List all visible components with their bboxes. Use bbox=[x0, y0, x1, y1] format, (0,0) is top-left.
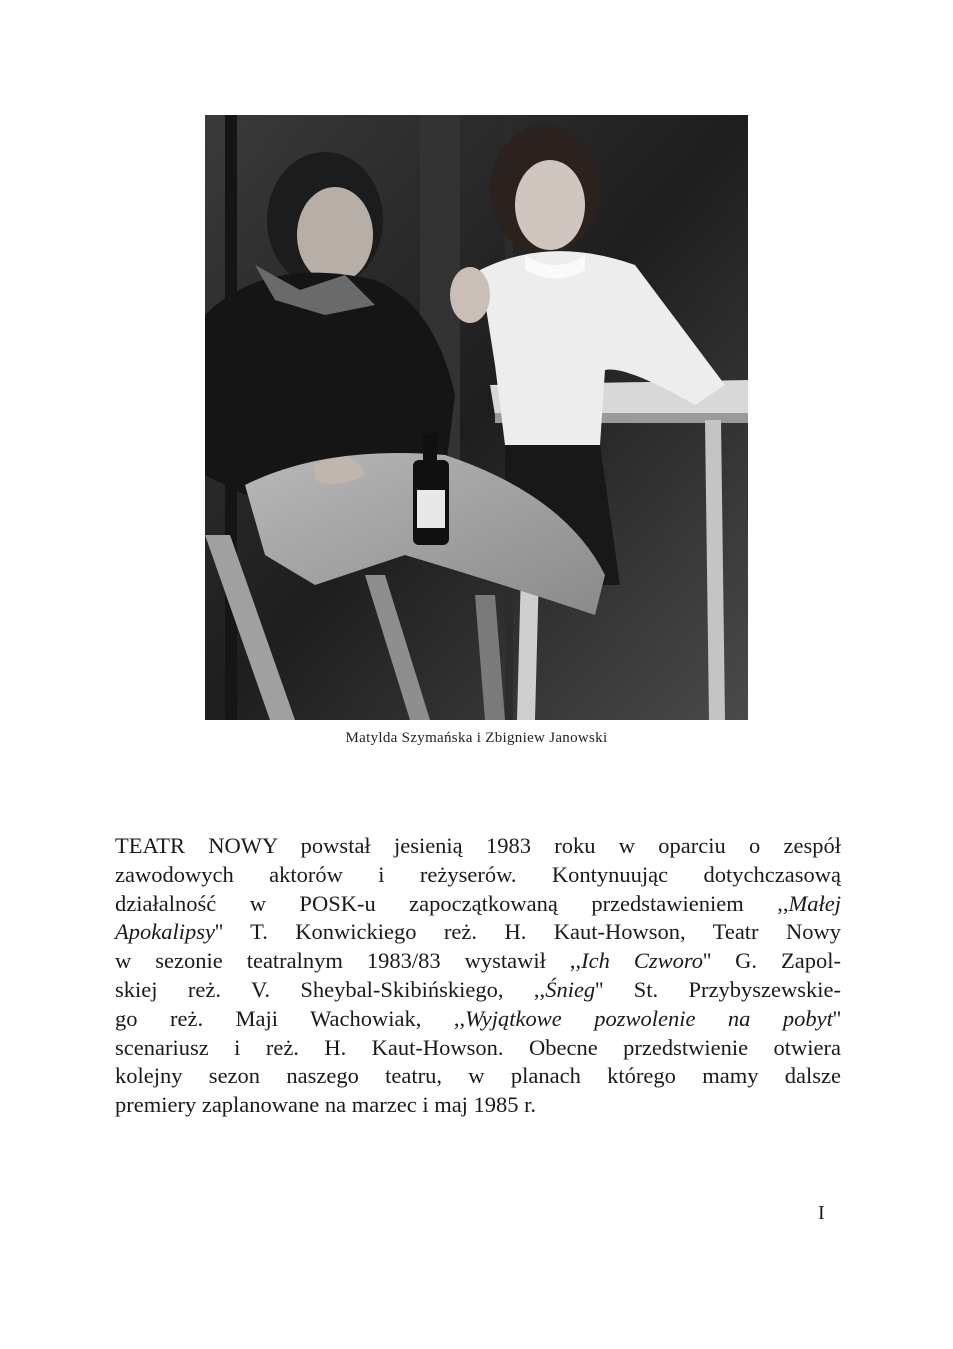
paragraph-line bbox=[115, 1091, 841, 1120]
text-run: '' T. Konwickiego reż. H. Kaut-Howson, Teatr Nowy bbox=[214, 919, 841, 945]
text-run: TEATR NOWY powstał jesienią 1983 roku w oparciu o zespół bbox=[115, 833, 841, 858]
paragraph-line bbox=[115, 976, 841, 1005]
italic-title: Śnieg bbox=[545, 976, 596, 1002]
page-number: I bbox=[818, 1202, 825, 1224]
body-paragraph bbox=[115, 832, 841, 1120]
italic-title: Wyjątkowe pozwolenie na pobyt bbox=[465, 1005, 833, 1031]
text-run: w sezonie teatralnym 1983/83 wystawił ,, bbox=[115, 948, 582, 974]
photo-caption: Matylda Szymańska i Zbigniew Janowski bbox=[345, 730, 608, 746]
text-run: '' G. Zapol- bbox=[703, 948, 842, 974]
text-run: scenariusz i reż. H. Kaut-Howson. Obecne przedstwienie otwiera bbox=[115, 1034, 841, 1060]
text-run: kolejny sezon naszego teatru, w planach którego mamy dalsze bbox=[115, 1063, 841, 1089]
italic-title: Ich Czworo bbox=[581, 948, 704, 974]
stage-photograph bbox=[205, 115, 748, 720]
text-run: premiery zaplanowane na marzec i maj 1985 r. bbox=[115, 1092, 537, 1118]
paragraph-line bbox=[115, 947, 841, 976]
paragraph-line bbox=[115, 890, 841, 919]
paragraph-line bbox=[115, 1005, 841, 1034]
paragraph-line bbox=[115, 918, 841, 947]
text-run: skiej reż. V. Sheybal-Skibińskiego, ,, bbox=[115, 976, 546, 1002]
text-run: '' bbox=[832, 1005, 841, 1031]
text-run: działalność w POSK-u zapoczątkowaną przedstawieniem ,, bbox=[115, 890, 789, 916]
paragraph-line bbox=[115, 832, 841, 861]
italic-title: Małej bbox=[788, 890, 841, 916]
photo-illustration bbox=[205, 115, 748, 720]
text-run: go reż. Maji Wachowiak, ,, bbox=[115, 1005, 466, 1031]
italic-title: Apokalipsy bbox=[115, 919, 215, 945]
paragraph-line bbox=[115, 861, 841, 890]
paragraph-line bbox=[115, 1034, 841, 1063]
paragraph-line bbox=[115, 1062, 841, 1091]
text-run: '' St. Przybyszewskie- bbox=[595, 976, 841, 1002]
text-run: zawodowych aktorów i reżyserów. Kontynuując dotychczasową bbox=[115, 861, 841, 887]
